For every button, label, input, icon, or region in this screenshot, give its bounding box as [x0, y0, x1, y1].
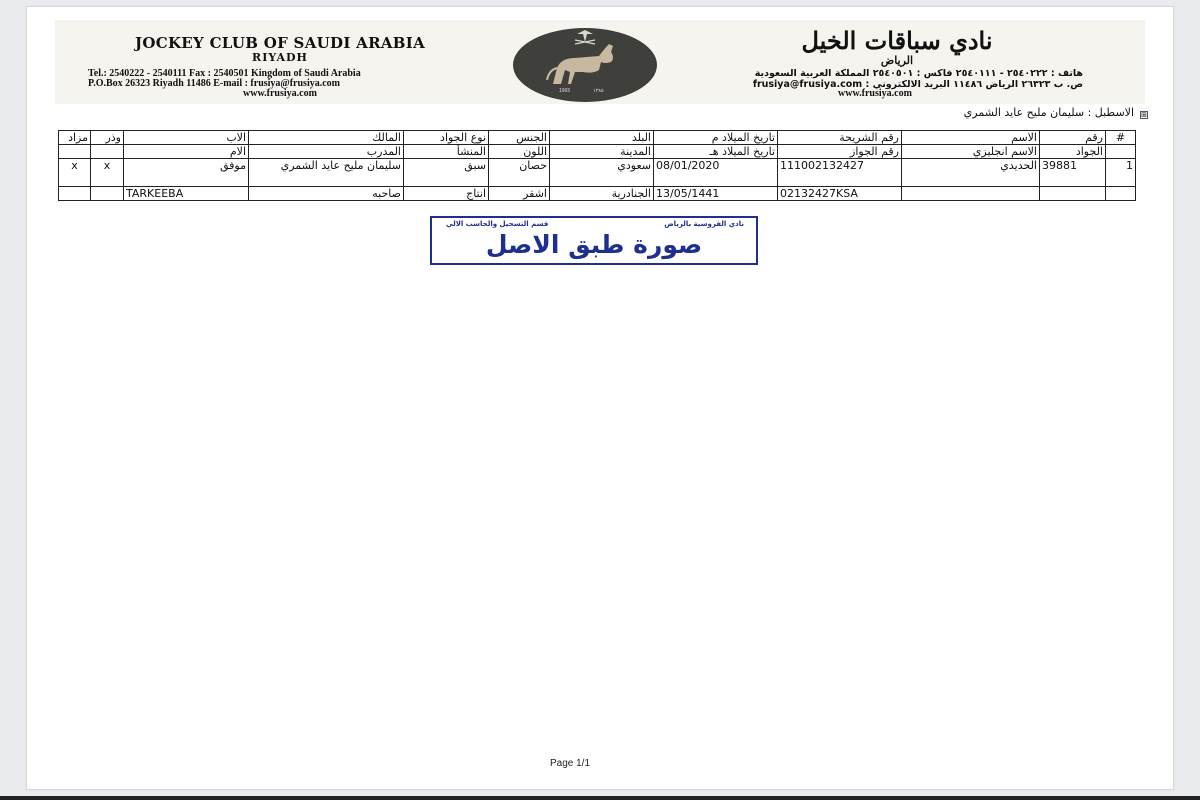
table-cell: سليمان مليح عايد الشمري: [249, 159, 404, 187]
table-cell: 1: [1106, 159, 1136, 187]
header-cell: تاريخ الميلاد هـ: [654, 145, 778, 159]
certified-copy-stamp: [430, 216, 758, 265]
table-cell: الحديدي: [902, 159, 1040, 187]
horse-emblem-icon: [513, 28, 657, 102]
header-cell: [59, 145, 91, 159]
table-row: [59, 159, 1136, 187]
table-cell: موفق: [124, 159, 249, 187]
table-cell: [1106, 187, 1136, 201]
table-row: [59, 187, 1136, 201]
header-cell: اللون: [489, 145, 550, 159]
stamp-department: قسم التسجيل والحاسب الالي: [446, 220, 549, 228]
table-cell: صاحبه: [249, 187, 404, 201]
header-cell: المدينة: [550, 145, 654, 159]
table-cell: [91, 187, 124, 201]
arabic-club-name: نادي سباقات الخيل: [801, 26, 993, 55]
table-cell: سعودي: [550, 159, 654, 187]
header-cell: الاسم: [902, 131, 1040, 145]
table-cell: TARKEEBA: [124, 187, 249, 201]
english-address-line: P.O.Box 26323 Riyadh 11486 E-mail : frusiya@frusiya.com: [88, 78, 340, 89]
page-number: Page 1/1: [549, 758, 591, 769]
table-cell: اشقر: [489, 187, 550, 201]
table-cell: 13/05/1441: [654, 187, 778, 201]
table-cell: x: [91, 159, 124, 187]
header-cell: رقم: [1040, 131, 1106, 145]
table-header-row: [59, 131, 1136, 145]
arabic-address-line: ص. ب ٢٦٣٢٣ الرياض ١١٤٨٦ البريد الالكتروني : frusiya@frusiya.com: [752, 79, 1083, 90]
logo-year-hijri: ١٣٨٥: [593, 88, 604, 94]
document-page: [26, 6, 1174, 790]
header-cell: وذر: [91, 131, 124, 145]
table-cell: [59, 187, 91, 201]
header-cell: المالك: [249, 131, 404, 145]
header-cell: المدرب: [249, 145, 404, 159]
header-cell: [91, 145, 124, 159]
table-cell: حصان: [489, 159, 550, 187]
table-cell: 02132427KSA: [778, 187, 902, 201]
header-cell: [1106, 145, 1136, 159]
table-header-row: [59, 145, 1136, 159]
letterhead: [55, 20, 1145, 104]
arabic-website: www.frusiya.com: [838, 88, 912, 99]
arabic-city: الرياض: [880, 54, 914, 67]
stamp-main-text: صورة طبق الاصل: [485, 230, 703, 259]
header-cell: مزاد: [59, 131, 91, 145]
header-cell: نوع الجواد: [404, 131, 489, 145]
english-city: RIYADH: [252, 51, 308, 64]
table-cell: سبق: [404, 159, 489, 187]
stamp-club-name: نادي الفروسية بالرياض: [664, 220, 744, 228]
stable-owner-line: [964, 106, 1148, 119]
table-cell: 39881: [1040, 159, 1106, 187]
english-contact-line: Tel.: 2540222 - 2540111 Fax : 2540501 Kingdom of Saudi Arabia: [88, 68, 361, 79]
header-cell: البلد: [550, 131, 654, 145]
table-cell: 08/01/2020: [654, 159, 778, 187]
header-cell: رقم الجواز: [778, 145, 902, 159]
horses-table: [58, 130, 1136, 201]
header-cell: الاسم انجليزي: [902, 145, 1040, 159]
table-cell: [1040, 187, 1106, 201]
header-cell: الجنس: [489, 131, 550, 145]
header-cell: الام: [124, 145, 249, 159]
table-cell: انتاج: [404, 187, 489, 201]
expand-box-icon[interactable]: ⊞: [1141, 111, 1147, 119]
header-cell: الجواد: [1040, 145, 1106, 159]
table-cell: الجنادرية: [550, 187, 654, 201]
logo-year-gregorian: 1965: [559, 88, 571, 94]
english-club-name: JOCKEY CLUB OF SAUDI ARABIA: [134, 34, 426, 52]
header-cell: الاب: [124, 131, 249, 145]
stable-owner-text: الاسطبل : سليمان مليح عايد الشمري: [963, 106, 1134, 119]
club-logo: [513, 28, 657, 102]
table-cell: [902, 187, 1040, 201]
english-website: www.frusiya.com: [243, 88, 317, 99]
header-cell: المنشأ: [404, 145, 489, 159]
table-cell: x: [59, 159, 91, 187]
table-cell: 111002132427: [778, 159, 902, 187]
bottom-border: [0, 796, 1200, 800]
arabic-contact-line: هاتف : ٢٥٤٠٢٢٢ - ٢٥٤٠١١١ فاكس : ٢٥٤٠٥٠١ المملكة العربية السعودية: [754, 68, 1083, 79]
header-cell: تاريخ الميلاد م: [654, 131, 778, 145]
header-cell: رقم الشريحة: [778, 131, 902, 145]
header-cell: #: [1106, 131, 1136, 145]
